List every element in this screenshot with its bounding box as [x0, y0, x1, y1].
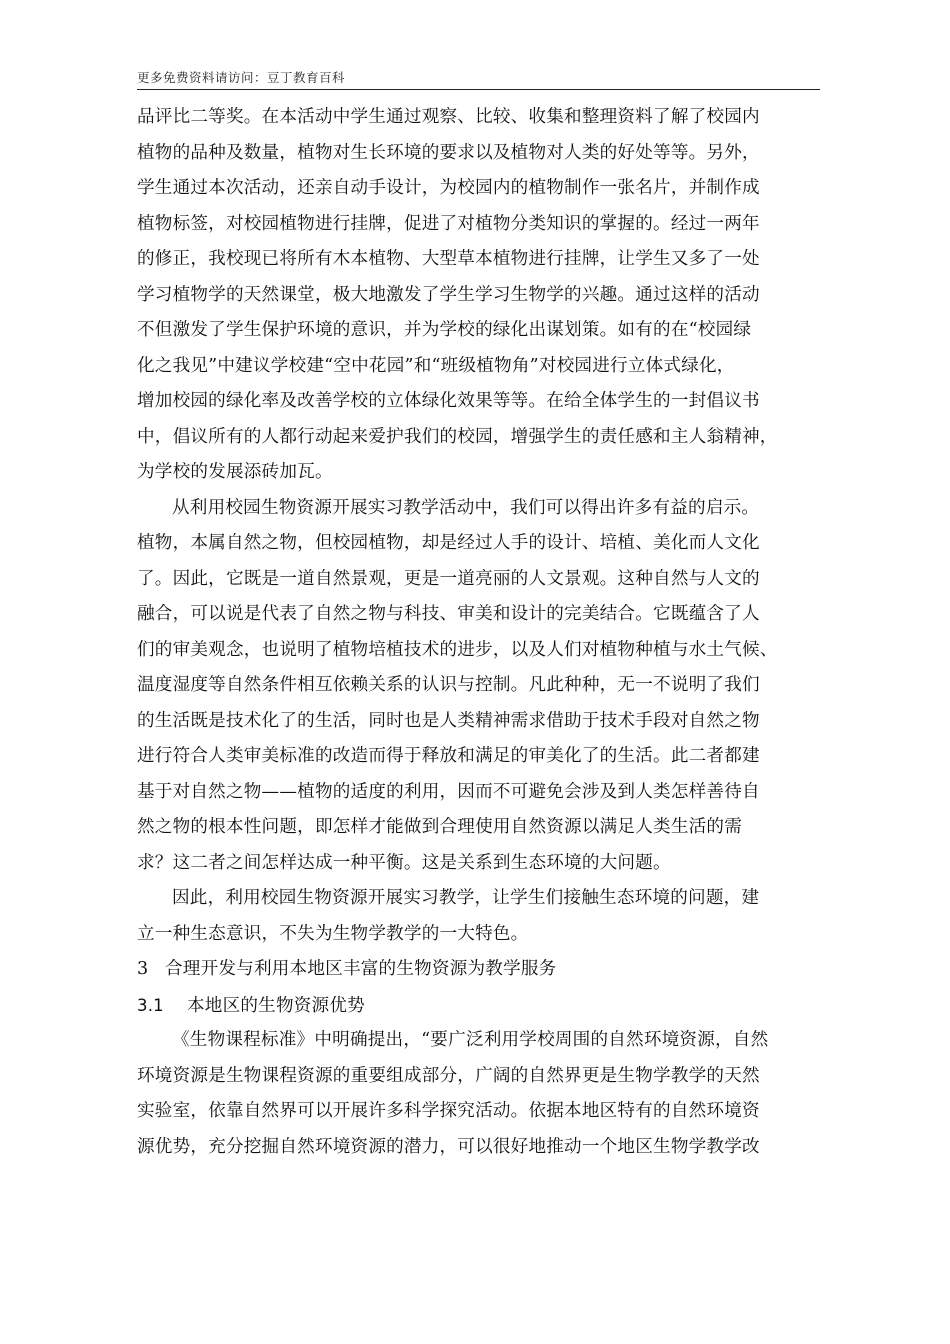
paragraph-4	[137, 1023, 820, 1165]
text-line: 求？这二者之间怎样达成一种平衡。这是关系到生态环境的大问题。	[137, 852, 671, 873]
text-line: 因此，利用校园生物资源开展实习教学，让学生们接触生态环境的问题，建	[172, 888, 760, 908]
text-line: 们的审美观念，也说明了植物培植技术的进步，以及人们对植物种植与水土气候、	[137, 639, 778, 660]
subsection-title: 本地区的生物资源优势	[187, 995, 365, 1016]
section-number: 3	[137, 959, 149, 979]
text-line: 学生通过本次活动，还亲自动手设计，为校园内的植物制作一张名片，并制作成	[137, 178, 760, 198]
text-line: 融合，可以说是代表了自然之物与科技、审美和设计的完美结合。它既蕴含了人	[137, 604, 760, 624]
text-line: 不但激发了学生保护环境的意识，并为学校的绿化出谋划策。如有的在“校园绿	[137, 320, 752, 340]
section-title: 合理开发与利用本地区丰富的生物资源为教学服务	[165, 959, 557, 979]
section-heading-3	[137, 952, 820, 988]
text-line: 《生物课程标准》中明确提出，“要广泛利用学校周围的自然环境资源，自然	[172, 1030, 769, 1050]
text-line: 中，倡议所有的人都行动起来爱护我们的校园，增强学生的责任感和主人翁精神，	[137, 426, 778, 447]
document-body	[137, 100, 820, 1165]
text-line: 品评比二等奖。在本活动中学生通过观察、比较、收集和整理资料了解了校园内	[137, 107, 760, 127]
text-line: 然之物的根本性问题，即怎样才能做到合理使用自然资源以满足人类生活的需	[137, 817, 742, 837]
text-line: 植物，本属自然之物，但校园植物，却是经过人手的设计、培植、美化而人文化	[137, 533, 760, 553]
text-line: 植物标签，对校园植物进行挂牌，促进了对植物分类知识的掌握的。经过一两年	[137, 213, 760, 234]
text-line: 环境资源是生物课程资源的重要组成部分，广阔的自然界更是生物学教学的天然	[137, 1065, 760, 1086]
text-line: 源优势，充分挖掘自然环境资源的潜力，可以很好地推动一个地区生物学教学改	[137, 1136, 760, 1157]
text-line: 增加校园的绿化率及改善学校的立体绿化效果等等。在给全体学生的一封倡议书	[137, 391, 760, 411]
text-line: 立一种生态意识，不失为生物学教学的一大特色。	[137, 923, 529, 944]
text-line: 化之我见”中建议学校建“空中花园”和“班级植物角”对校园进行立体式绿化，	[137, 355, 735, 376]
text-line: 的修正，我校现已将所有木本植物、大型草本植物进行挂牌，让学生又多了一处	[137, 249, 760, 269]
text-line: 的生活既是技术化了的生活，同时也是人类精神需求借助于技术手段对自然之物	[137, 710, 760, 731]
subsection-number: 3.1	[137, 995, 164, 1015]
paragraph-1	[137, 100, 820, 491]
text-line: 基于对自然之物——植物的适度的利用，因而不可避免会涉及到人类怎样善待自	[137, 781, 760, 802]
section-heading-3-1	[137, 988, 820, 1024]
text-line: 从利用校园生物资源开展实习教学活动中，我们可以得出许多有益的启示。	[172, 497, 760, 518]
paragraph-2	[137, 491, 820, 882]
text-line: 为学校的发展添砖加瓦。	[137, 462, 333, 482]
paragraph-3	[137, 881, 820, 952]
header-text: 更多免费资料请访问：豆丁教育百科	[137, 70, 346, 85]
text-line: 学习植物学的天然课堂，极大地激发了学生学习生物学的兴趣。通过这样的活动	[137, 284, 760, 305]
text-line: 植物的品种及数量，植物对生长环境的要求以及植物对人类的好处等等。另外，	[137, 142, 760, 163]
page-header	[137, 67, 820, 90]
text-line: 进行符合人类审美标准的改造而得于释放和满足的审美化了的生活。此二者都建	[137, 746, 760, 766]
text-line: 温度湿度等自然条件相互依赖关系的认识与控制。凡此种种，无一不说明了我们	[137, 675, 760, 695]
text-line: 实验室，依靠自然界可以开展许多科学探究活动。依据本地区特有的自然环境资	[137, 1101, 760, 1121]
text-line: 了。因此，它既是一道自然景观，更是一道亮丽的人文景观。这种自然与人文的	[137, 568, 760, 589]
